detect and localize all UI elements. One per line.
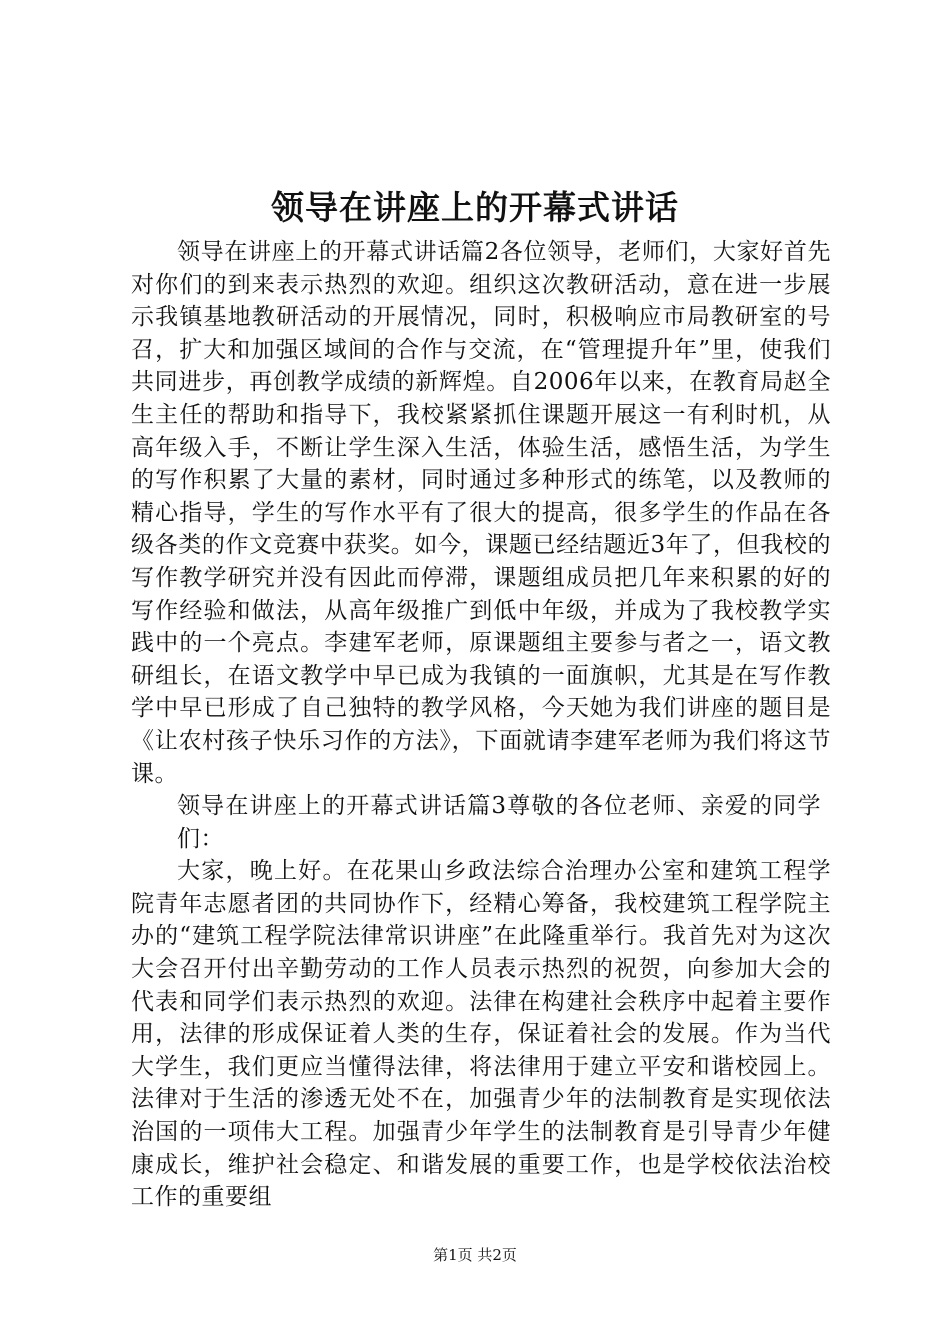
document-body: [131, 236, 831, 1214]
paragraph-speech-3-heading: 领导在讲座上的开幕式讲话篇3尊敬的各位老师、亲爱的同学们：: [177, 793, 821, 852]
document-title: 领导在讲座上的开幕式讲话: [271, 188, 679, 227]
page-number-footer: 第1页 共2页: [433, 1246, 517, 1264]
paragraph-speech-3-body: 大家，晚上好。在花果山乡政法综合治理办公室和建筑工程学院青年志愿者团的共同协作下，经精心筹备，我校建筑工程学院主办的“建筑工程学院法律常识讲座”在此隆重举行。我首先对为这次大会召开付出辛勤劳动的工作人员表示热烈的祝贺，向参加大会的代表和同学们表示热烈的欢迎。法律在构建社会秩序中起着主要作用，法律的形成保证着人类的生存，保证着社会的发展。作为当代大学生，我们更应当懂得法律，将法律用于建立平安和谐校园上。法律对于生活的渗透无处不在，加强青少年的法制教育是实现依法治国的一项伟大工程。加强青少年学生的法制教育是引导青少年健康成长，维护社会稳定、和谐发展的重要工作，也是学校依法治校工作的重要组: [131, 858, 831, 1211]
paragraph-speech-2: 领导在讲座上的开幕式讲话篇2各位领导，老师们，大家好首先对你们的到来表示热烈的欢迎。组织这次教研活动，意在进一步展示我镇基地教研活动的开展情况，同时，积极响应市局教研室的号召，扩大和加强区域间的合作与交流，在“管理提升年”里，使我们共同进步，再创教学成绩的新辉煌。自2006年以来，在教育局赵全生主任的帮助和指导下，我校紧紧抓住课题开展这一有利时机，从高年级入手，不断让学生深入生活，体验生活，感悟生活，为学生的写作积累了大量的素材，同时通过多种形式的练笔，以及教师的精心指导，学生的写作水平有了很大的提高，很多学生的作品在各级各类的作文竞赛中获奖。如今，课题已经结题近3年了，但我校的写作教学研究并没有因此而停滞，课题组成员把几年来积累的好的写作经验和做法，从高年级推广到低中年级，并成为了我校教学实践中的一个亮点。李建军老师，原课题组主要参与者之一，语文教研组长，在语文教学中早已成为我镇的一面旗帜，尤其是在写作教学中早已形成了自己独特的教学风格，今天她为我们讲座的题目是《让农村孩子快乐习作的方法》，下面就请李建军老师为我们将这节课。: [131, 239, 831, 787]
